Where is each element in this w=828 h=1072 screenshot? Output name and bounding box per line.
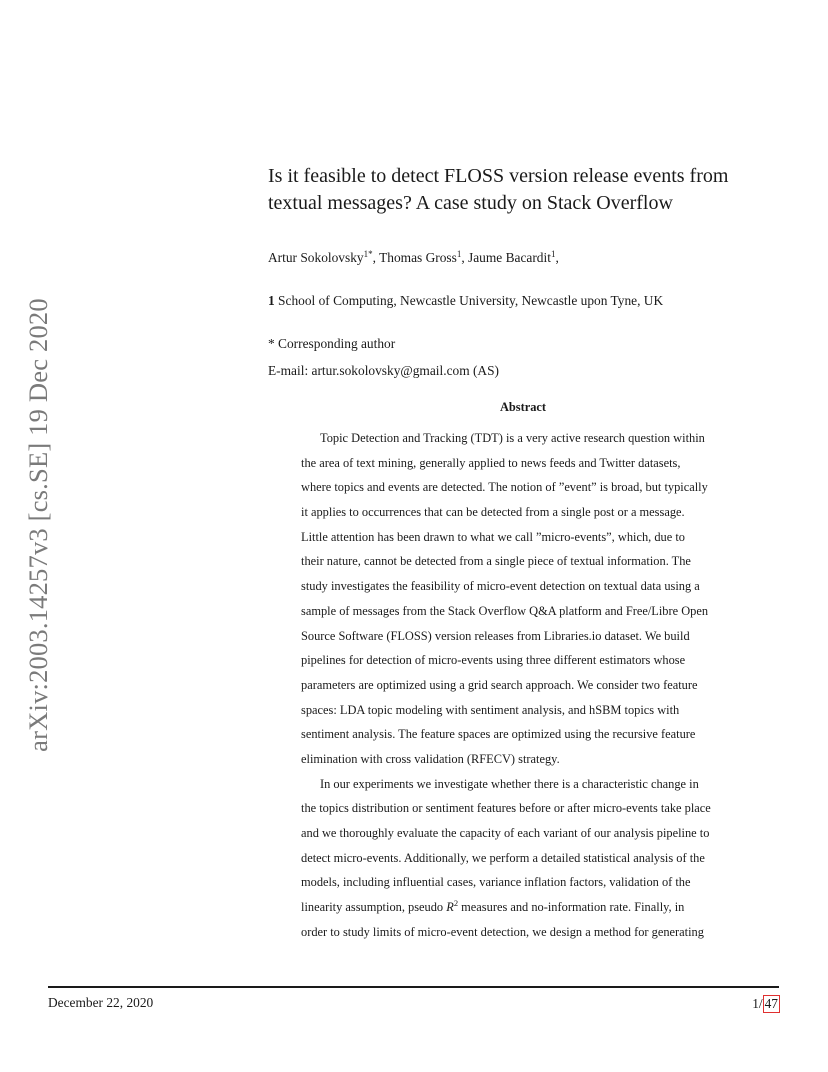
abstract-body (301, 426, 747, 944)
abstract-line: Little attention has been drawn to what we call ”micro-events”, which, due to (301, 529, 685, 544)
abstract-line: it applies to occurrences that can be detected from a single post or a message. (301, 505, 685, 520)
abstract-line: In our experiments we investigate whether there is a characteristic change in (320, 776, 699, 791)
footer-date: December 22, 2020 (48, 995, 154, 1010)
abstract-line: order to study limits of micro-event detection, we design a method for generating (301, 924, 704, 939)
affiliation-text: School of Computing, Newcastle University, Newcastle upon Tyne, UK (274, 293, 664, 308)
title-line-1: Is it feasible to detect FLOSS version release events from (268, 165, 729, 187)
arxiv-stamp-text: arXiv:2003.14257v3 [cs.SE] 19 Dec 2020 (23, 298, 53, 752)
author-list (268, 250, 559, 266)
paper-title (268, 163, 768, 217)
abstract-line: models, including influential cases, variance inflation factors, validation of the (301, 875, 691, 890)
abstract-line: spaces: LDA topic modeling with sentiment analysis, and hSBM topics with (301, 702, 680, 717)
abstract-line: and we thoroughly evaluate the capacity of each variant of our analysis pipeline to (301, 826, 710, 840)
author-separator: , (555, 250, 559, 265)
r2-text-before: linearity assumption, pseudo (301, 900, 447, 915)
abstract-line: where topics and events are detected. The notion of ”event” is broad, but typically (301, 480, 708, 495)
r2-exponent: 2 (453, 898, 459, 909)
abstract-line: sample of messages from the Stack Overflow Q&A platform and Free/Libre Open (301, 603, 709, 618)
author-name: Artur Sokolovsky (268, 250, 364, 265)
title-line-2: textual messages? A case study on Stack Overflow (268, 192, 673, 214)
author-separator: , (372, 250, 380, 265)
abstract-line: detect micro-events. Additionally, we perform a detailed statistical analysis of the (301, 850, 705, 865)
page-current: 1/ (752, 996, 763, 1011)
abstract-line: Source Software (FLOSS) version releases from Libraries.io dataset. We build (301, 628, 690, 643)
author-separator: , (461, 250, 469, 265)
abstract-line: elimination with cross validation (RFECV) strategy. (301, 751, 560, 766)
author-affiliation-mark: 1 (456, 249, 462, 259)
abstract-line: sentiment analysis. The feature spaces are optimized using the recursive feature (301, 727, 696, 742)
abstract-line: their nature, cannot be detected from a single piece of textual information. The (301, 554, 691, 569)
author-affiliation-mark: 1 (550, 249, 556, 259)
abstract-heading: Abstract (499, 400, 547, 414)
abstract-line: Topic Detection and Tracking (TDT) is a very active research question within (320, 431, 705, 445)
r2-text-after: measures and no-information rate. Finally, in (458, 900, 685, 915)
abstract-line: the area of text mining, generally applied to news feeds and Twitter datasets, (301, 455, 681, 470)
affiliation-number: 1 (268, 293, 275, 308)
r2-variable: R (446, 900, 454, 915)
contact-email: E-mail: artur.sokolovsky@gmail.com (AS) (268, 363, 500, 378)
footer-rule (48, 986, 779, 988)
abstract-line: pipelines for detection of micro-events using three different estimators whose (301, 653, 686, 668)
arxiv-stamp (18, 290, 58, 760)
affiliation (268, 293, 663, 309)
abstract-line-r2 (301, 895, 747, 920)
author-name: Thomas Gross (379, 250, 457, 265)
author-affiliation-mark: 1* (363, 249, 373, 259)
page-total-link[interactable]: 47 (764, 996, 778, 1011)
abstract-line: study investigates the feasibility of micro-event detection on textual data using a (301, 579, 700, 594)
corresponding-author-note: * Corresponding author (268, 336, 396, 351)
abstract-line: parameters are optimized using a grid search approach. We consider two feature (301, 677, 698, 692)
page-number (752, 995, 780, 1013)
author-name: Jaume Bacardit (468, 250, 551, 265)
abstract-line: the topics distribution or sentiment features before or after micro-events take place (301, 801, 711, 816)
